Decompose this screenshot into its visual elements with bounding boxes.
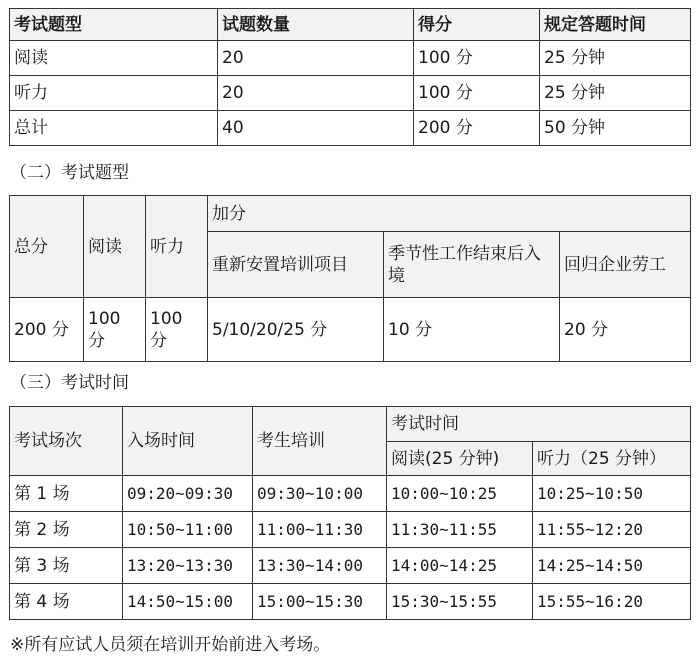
cell: 20 [218, 41, 414, 76]
header-training: 考生培训 [253, 407, 387, 476]
cell: 200 分 [10, 298, 84, 362]
cell: 11:00~11:30 [253, 512, 387, 548]
header-listening-time: 听力（25 分钟） [533, 442, 691, 476]
cell: 14:25~14:50 [533, 548, 691, 584]
cell: 5/10/20/25 分 [208, 298, 384, 362]
cell: 第 4 场 [10, 584, 123, 620]
cell: 14:00~14:25 [387, 548, 533, 584]
section-2-heading: （二）考试题型 [10, 163, 129, 183]
table-header-row [10, 407, 691, 442]
header-bonus-seasonal: 季节性工作结束后入境 [384, 232, 560, 298]
cell: 200 分 [414, 111, 540, 146]
header-bonus: 加分 [208, 196, 691, 232]
table-row [10, 476, 691, 512]
header-listening: 听力 [146, 196, 208, 298]
cell: 总计 [10, 111, 218, 146]
exam-types-table [9, 195, 691, 362]
table-row [10, 548, 691, 584]
table-row [10, 111, 691, 146]
cell: 10:25~10:50 [533, 476, 691, 512]
cell: 听力 [10, 76, 218, 111]
header-exam-type: 考试题型 [10, 9, 218, 41]
header-bonus-returning: 回归企业劳工 [560, 232, 691, 298]
header-total-score: 总分 [10, 196, 84, 298]
cell: 100 分 [414, 76, 540, 111]
table-row [10, 512, 691, 548]
header-score: 得分 [414, 9, 540, 41]
cell: 阅读 [10, 41, 218, 76]
header-reading: 阅读 [84, 196, 146, 298]
cell: 11:55~12:20 [533, 512, 691, 548]
cell: 25 分钟 [540, 76, 691, 111]
table-row [10, 76, 691, 111]
cell: 100 分 [84, 298, 146, 362]
header-entry-time: 入场时间 [123, 407, 253, 476]
cell: 10 分 [384, 298, 560, 362]
footnote: ※所有应试人员须在培训开始前进入考场。 [10, 635, 331, 655]
header-time-limit: 规定答题时间 [540, 9, 691, 41]
cell: 10:50~11:00 [123, 512, 253, 548]
cell: 15:30~15:55 [387, 584, 533, 620]
cell: 100 分 [146, 298, 208, 362]
cell: 20 分 [560, 298, 691, 362]
header-reading-time: 阅读(25 分钟) [387, 442, 533, 476]
section-3-heading: （三）考试时间 [10, 373, 129, 393]
cell: 第 3 场 [10, 548, 123, 584]
cell: 第 1 场 [10, 476, 123, 512]
header-session: 考试场次 [10, 407, 123, 476]
header-question-count: 试题数量 [218, 9, 414, 41]
cell: 14:50~15:00 [123, 584, 253, 620]
header-exam-time: 考试时间 [387, 407, 691, 442]
cell: 13:30~14:00 [253, 548, 387, 584]
exam-schedule-table [9, 406, 691, 620]
table-header-row [10, 9, 691, 41]
table-row [10, 298, 691, 362]
cell: 第 2 场 [10, 512, 123, 548]
table-row [10, 584, 691, 620]
cell: 25 分钟 [540, 41, 691, 76]
exam-summary-table [9, 8, 691, 146]
cell: 13:20~13:30 [123, 548, 253, 584]
header-bonus-resettlement: 重新安置培训项目 [208, 232, 384, 298]
cell: 20 [218, 76, 414, 111]
cell: 40 [218, 111, 414, 146]
cell: 10:00~10:25 [387, 476, 533, 512]
cell: 11:30~11:55 [387, 512, 533, 548]
cell: 50 分钟 [540, 111, 691, 146]
cell: 09:30~10:00 [253, 476, 387, 512]
cell: 100 分 [414, 41, 540, 76]
cell: 09:20~09:30 [123, 476, 253, 512]
cell: 15:55~16:20 [533, 584, 691, 620]
table-row [10, 41, 691, 76]
cell: 15:00~15:30 [253, 584, 387, 620]
table-header-row [10, 196, 691, 232]
